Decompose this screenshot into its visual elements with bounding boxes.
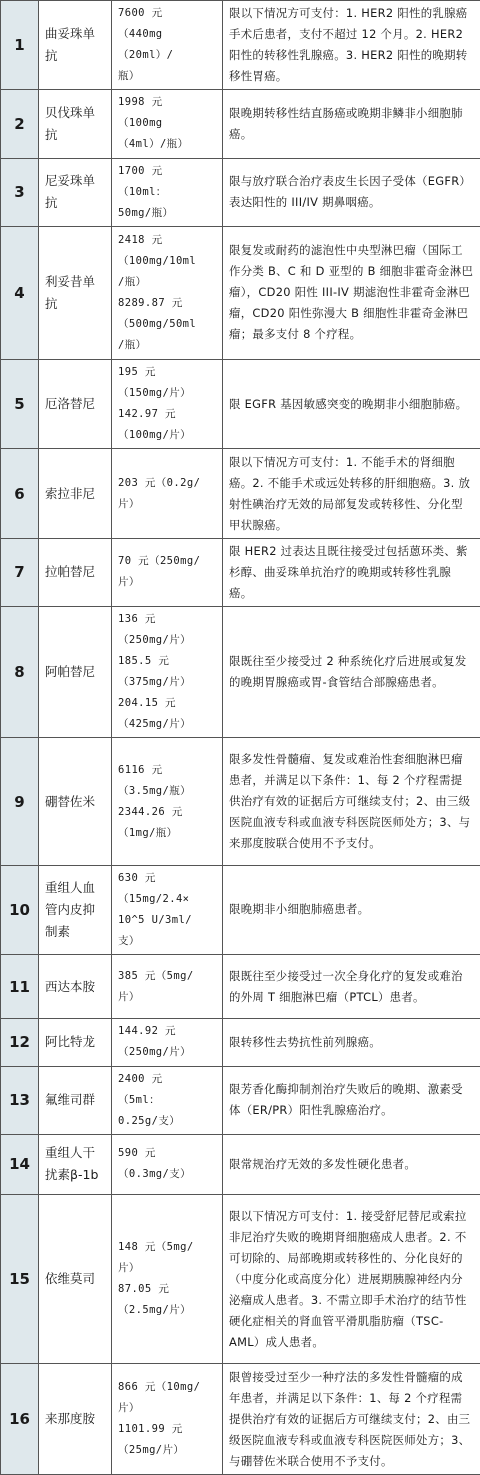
drug-price: 1700 元 （10ml： 50mg/瓶） bbox=[112, 158, 223, 226]
table-body bbox=[1, 1, 480, 1475]
payment-condition: 限常规治疗无效的多发性硬化患者。 bbox=[223, 1134, 480, 1194]
row-number: 2 bbox=[1, 90, 39, 158]
row-number: 1 bbox=[1, 1, 39, 90]
table-row bbox=[1, 606, 480, 737]
drug-price: 144.92 元 （250mg/片） bbox=[112, 1019, 223, 1066]
drug-name: 阿比特龙 bbox=[39, 1019, 112, 1066]
row-number: 5 bbox=[1, 360, 39, 449]
table-row bbox=[1, 738, 480, 865]
drug-price: 70 元（250mg/ 片） bbox=[112, 538, 223, 606]
table-row bbox=[1, 1, 480, 90]
row-number: 16 bbox=[1, 1364, 39, 1475]
row-number: 12 bbox=[1, 1019, 39, 1066]
drug-name: 尼妥珠单抗 bbox=[39, 158, 112, 226]
table-row bbox=[1, 955, 480, 1019]
drug-price: 2418 元 （100mg/10ml /瓶） 8289.87 元 （500mg/50ml /瓶） bbox=[112, 226, 223, 359]
row-number: 4 bbox=[1, 226, 39, 359]
drug-name: 厄洛替尼 bbox=[39, 360, 112, 449]
table-row bbox=[1, 90, 480, 158]
drug-name: 硼替佐米 bbox=[39, 738, 112, 865]
table-row bbox=[1, 1134, 480, 1194]
payment-condition: 限复发或耐药的滤泡性中央型淋巴瘤（国际工作分类 B、C 和 D 亚型的 B 细胞非霍奇金淋巴瘤），CD20 阳性 III-IV 期滤泡性非霍奇金淋巴瘤，CD20 阳性弥漫大 B 细胞性非霍奇金淋巴瘤；最多支付 8 个疗程。 bbox=[223, 226, 480, 359]
row-number: 10 bbox=[1, 865, 39, 954]
row-number: 7 bbox=[1, 538, 39, 606]
table-row bbox=[1, 1019, 480, 1066]
drug-price: 1998 元 （100mg （4ml）/瓶） bbox=[112, 90, 223, 158]
drug-name: 贝伐珠单抗 bbox=[39, 90, 112, 158]
drug-price: 866 元（10mg/ 片） 1101.99 元 （25mg/片） bbox=[112, 1364, 223, 1475]
drug-name: 西达本胺 bbox=[39, 955, 112, 1019]
drug-name: 重组人血管内皮抑制素 bbox=[39, 865, 112, 954]
drug-price: 7600 元 （440mg （20ml）/ 瓶） bbox=[112, 1, 223, 90]
payment-condition: 限 EGFR 基因敏感突变的晚期非小细胞肺癌。 bbox=[223, 360, 480, 449]
payment-condition: 限既往至少接受过一次全身化疗的复发或难治的外周 T 细胞淋巴瘤（PTCL）患者。 bbox=[223, 955, 480, 1019]
table-row bbox=[1, 865, 480, 954]
table-row bbox=[1, 538, 480, 606]
row-number: 6 bbox=[1, 449, 39, 538]
table-row bbox=[1, 360, 480, 449]
table-row bbox=[1, 226, 480, 359]
payment-condition: 限多发性骨髓瘤、复发或难治性套细胞淋巴瘤患者，并满足以下条件：1、每 2 个疗程需提供治疗有效的证据后方可继续支付；2、由三级医院血液专科或血液专科医院医师处方；3、与来那度胺联合使用不予支付。 bbox=[223, 738, 480, 865]
drug-name: 氟维司群 bbox=[39, 1066, 112, 1134]
drug-price: 2400 元 （5ml： 0.25g/支） bbox=[112, 1066, 223, 1134]
payment-condition: 限以下情况方可支付：1. HER2 阳性的乳腺癌手术后患者，支付不超过 12 个月。2. HER2 阳性的转移性乳腺癌。3. HER2 阳性的晚期转移性胃癌。 bbox=[223, 1, 480, 90]
payment-condition: 限晚期非小细胞肺癌患者。 bbox=[223, 865, 480, 954]
payment-condition: 限既往至少接受过 2 种系统化疗后进展或复发的晚期胃腺癌或胃-食管结合部腺癌患者。 bbox=[223, 606, 480, 737]
drug-price: 195 元 （150mg/片） 142.97 元 （100mg/片） bbox=[112, 360, 223, 449]
table-row bbox=[1, 1364, 480, 1475]
payment-condition: 限曾接受过至少一种疗法的多发性骨髓瘤的成年患者，并满足以下条件：1、每 2 个疗程需提供治疗有效的证据后方可继续支付；2、由三级医院血液专科或血液专科医院医师处方；3、与硼替佐米联合使用不予支付。 bbox=[223, 1364, 480, 1475]
row-number: 15 bbox=[1, 1194, 39, 1364]
payment-condition: 限以下情况方可支付：1. 不能手术的肾细胞癌。2. 不能手术或远处转移的肝细胞癌。3. 放射性碘治疗无效的局部复发或转移性、分化型甲状腺癌。 bbox=[223, 449, 480, 538]
drug-name: 阿帕替尼 bbox=[39, 606, 112, 737]
table-row bbox=[1, 1194, 480, 1364]
payment-condition: 限与放疗联合治疗表皮生长因子受体（EGFR）表达阳性的 III/IV 期鼻咽癌。 bbox=[223, 158, 480, 226]
row-number: 9 bbox=[1, 738, 39, 865]
drug-name: 曲妥珠单抗 bbox=[39, 1, 112, 90]
row-number: 3 bbox=[1, 158, 39, 226]
row-number: 13 bbox=[1, 1066, 39, 1134]
row-number: 14 bbox=[1, 1134, 39, 1194]
drug-price: 203 元（0.2g/ 片） bbox=[112, 449, 223, 538]
drug-name: 索拉非尼 bbox=[39, 449, 112, 538]
drug-name: 来那度胺 bbox=[39, 1364, 112, 1475]
drug-name: 利妥昔单抗 bbox=[39, 226, 112, 359]
drug-price: 136 元 （250mg/片） 185.5 元 （375mg/片） 204.15 元 （425mg/片） bbox=[112, 606, 223, 737]
payment-condition: 限 HER2 过表达且既往接受过包括蒽环类、紫杉醇、曲妥珠单抗治疗的晚期或转移性乳腺癌。 bbox=[223, 538, 480, 606]
table-row bbox=[1, 1066, 480, 1134]
row-number: 11 bbox=[1, 955, 39, 1019]
drug-price: 590 元 （0.3mg/支） bbox=[112, 1134, 223, 1194]
drug-price: 148 元（5mg/ 片） 87.05 元 （2.5mg/片） bbox=[112, 1194, 223, 1364]
drug-name: 依维莫司 bbox=[39, 1194, 112, 1364]
drug-name: 拉帕替尼 bbox=[39, 538, 112, 606]
drug-price: 6116 元 （3.5mg/瓶） 2344.26 元 （1mg/瓶） bbox=[112, 738, 223, 865]
payment-condition: 限转移性去势抗性前列腺癌。 bbox=[223, 1019, 480, 1066]
drug-price: 630 元 （15mg/2.4× 10^5 U/3ml/ 支） bbox=[112, 865, 223, 954]
table-row bbox=[1, 449, 480, 538]
drug-name: 重组人干扰素β-1b bbox=[39, 1134, 112, 1194]
payment-condition: 限芳香化酶抑制剂治疗失败后的晚期、激素受体（ER/PR）阳性乳腺癌治疗。 bbox=[223, 1066, 480, 1134]
payment-condition: 限以下情况方可支付：1. 接受舒尼替尼或索拉非尼治疗失败的晚期肾细胞癌成人患者。2. 不可切除的、局部晚期或转移性的、分化良好的（中度分化或高度分化）进展期胰腺神经内分泌瘤成人患者。3. 不需立即手术治疗的结节性硬化症相关的肾血管平滑肌脂肪瘤（TSC-AML）成人患者。 bbox=[223, 1194, 480, 1364]
row-number: 8 bbox=[1, 606, 39, 737]
table-row bbox=[1, 158, 480, 226]
payment-condition: 限晚期转移性结直肠癌或晚期非鳞非小细胞肺癌。 bbox=[223, 90, 480, 158]
drug-price: 385 元（5mg/ 片） bbox=[112, 955, 223, 1019]
